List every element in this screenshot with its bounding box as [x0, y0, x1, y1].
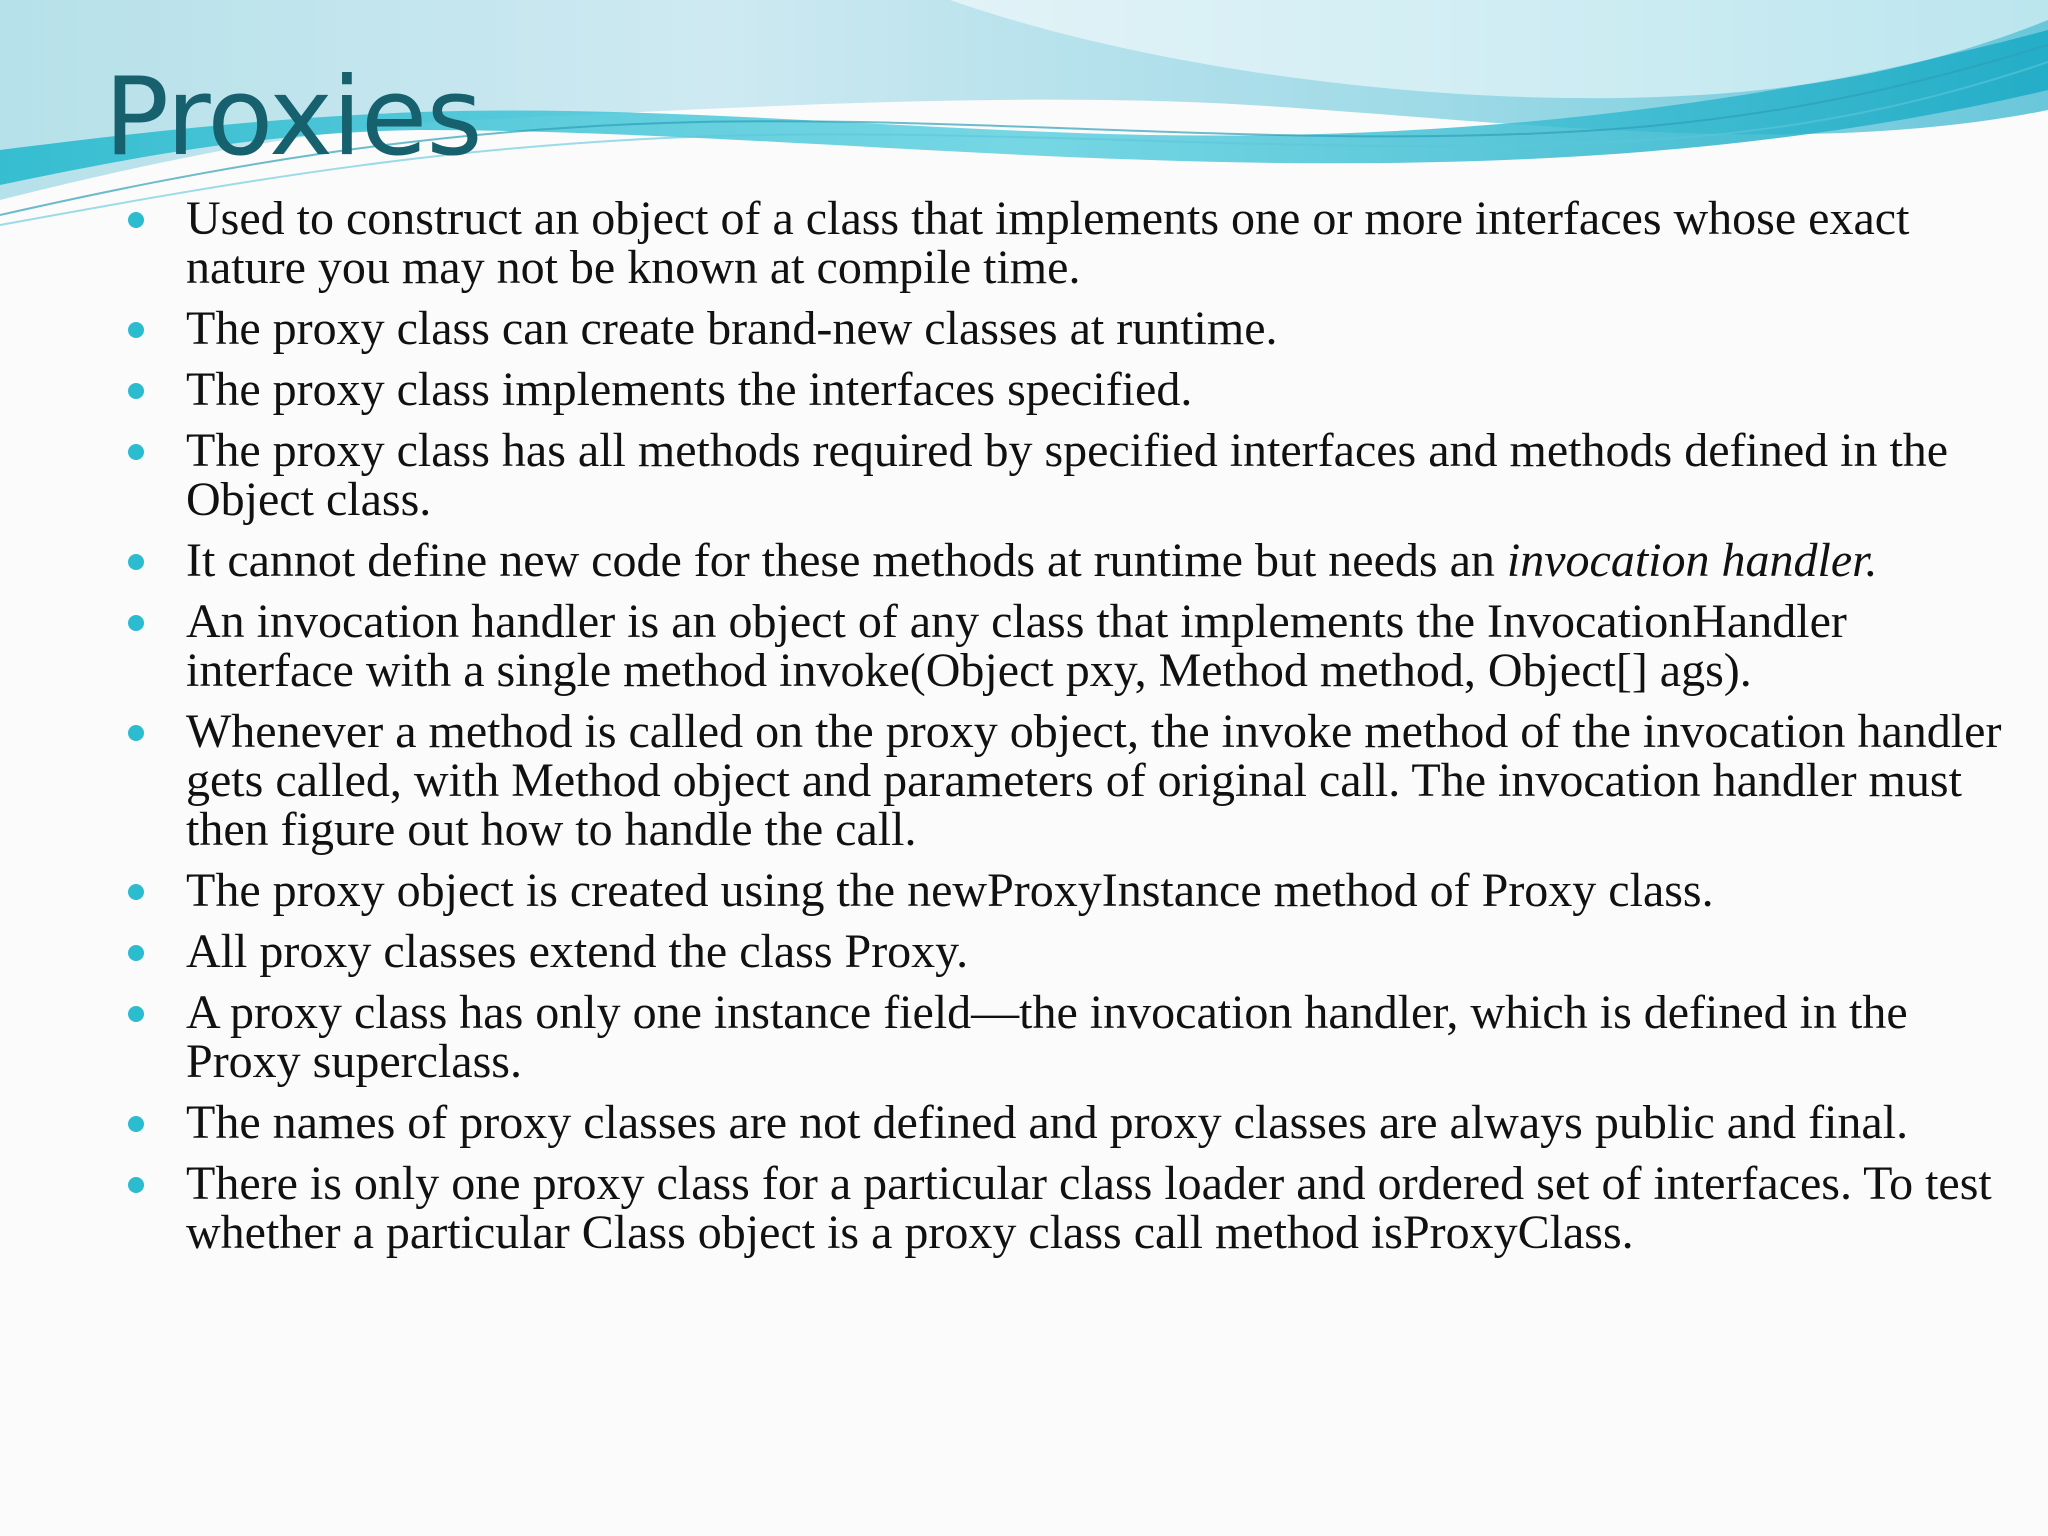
bullet-text: Used to construct an object of a class that implements one or more interfaces whose exact nature you may not be known at compile time. [186, 192, 1910, 294]
bullet-dot-icon [128, 945, 144, 961]
slide-title: Proxies [104, 55, 482, 180]
bullet-dot-icon [128, 1116, 144, 1132]
bullet-dot-icon [128, 1177, 144, 1193]
bullet-item [124, 927, 2004, 976]
bullet-dot-icon [128, 884, 144, 900]
bullet-dot-icon [128, 444, 144, 460]
bullet-item [124, 866, 2004, 915]
bullet-text: It cannot define new code for these methods at runtime but needs an [186, 534, 1507, 587]
bullet-dot-icon [128, 725, 144, 741]
bullet-item [124, 1159, 2004, 1257]
bullet-dot-icon [128, 615, 144, 631]
bullet-item [124, 707, 2004, 854]
bullet-item [124, 1098, 2004, 1147]
bullet-dot-icon [128, 1006, 144, 1022]
bullet-dot-icon [128, 554, 144, 570]
bullet-list [124, 194, 2004, 1269]
bullet-text: The proxy object is created using the newProxyInstance method of Proxy class. [186, 864, 1714, 917]
bullet-text: Whenever a method is called on the proxy object, the invoke method of the invocation handler gets called, with Method object and parameters of original call. The invocation handler must then figure out how to handle the call. [186, 705, 2002, 856]
bullet-text: An invocation handler is an object of any class that implements the InvocationHandler interface with a single method invoke(Object pxy, Method method, Object[] ags). [186, 595, 1847, 697]
bullet-text: The proxy class can create brand-new classes at runtime. [186, 302, 1278, 355]
bullet-item [124, 597, 2004, 695]
bullet-item [124, 304, 2004, 353]
bullet-item [124, 365, 2004, 414]
bullet-dot-icon [128, 212, 144, 228]
bullet-emphasis: invocation handler. [1506, 534, 1878, 587]
bullet-text: The names of proxy classes are not defined and proxy classes are always public and final. [186, 1096, 1909, 1149]
bullet-text: All proxy classes extend the class Proxy. [186, 925, 969, 978]
bullet-text: The proxy class has all methods required by specified interfaces and methods defined in the Object class. [186, 424, 1949, 526]
bullet-item [124, 536, 2004, 585]
bullet-dot-icon [128, 322, 144, 338]
bullet-dot-icon [128, 383, 144, 399]
bullet-item [124, 426, 2004, 524]
bullet-text: The proxy class implements the interfaces specified. [186, 363, 1193, 416]
bullet-text: There is only one proxy class for a particular class loader and ordered set of interfaces. To test whether a particular Class object is a proxy class call method isProxyClass. [186, 1157, 1992, 1259]
bullet-text: A proxy class has only one instance field—the invocation handler, which is defined in the Proxy superclass. [186, 986, 1908, 1088]
bullet-item [124, 194, 2004, 292]
bullet-item [124, 988, 2004, 1086]
